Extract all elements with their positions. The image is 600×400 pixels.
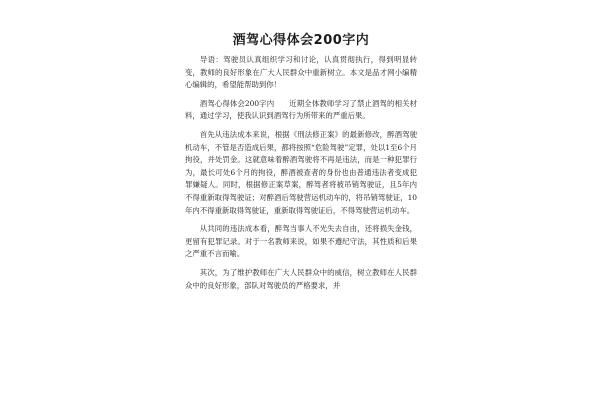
document-title: 酒驾心得体会200字内 — [232, 33, 370, 48]
legal-cost-paragraph: 首先从违法成本来说，根据《刑法修正案》的最新修改，醉酒驾驶机动车，不管是否造成后果，都将按照“危险驾驶”定罪，处以1至6个月拘役，并处罚金。这就意味着醉酒驾驶将不再是违法，而是一种犯罪行为，最长可处6个月的拘役，醉酒被查者的身份也由普通违法者变成犯罪嫌疑人。同时，根据修正案草案，醉驾者将被吊销驾驶证，且5年内不得重新取得驾驶证；对醉酒后驾驶营运机动车的，将吊销驾驶证，10年内不得重新取得驾驶证，重新取得驾驶证后，不得驾驶营运机动车。 — [185, 129, 417, 215]
intro-paragraph: 导语：驾驶员认真组织学习和讨论，认真贯彻执行，得到明显转变，教师的良好形象在广大人民群众中重新树立。本文是品才网小编精心编辑的，希望能帮助到你！ — [185, 55, 417, 90]
opening-paragraph: 酒驾心得体会200字内 近期全体教师学习了禁止酒驾的相关材料，通过学习，使我认识到酒驾行为所带来的严重后果。 — [185, 98, 417, 121]
document-body — [185, 32, 417, 298]
next-paragraph: 其次，为了维护教师在广大人民群众中的威信，树立教师在人民群众中的良好形象，部队对驾驶员的严格要求，并 — [185, 267, 417, 290]
common-cost-paragraph: 从共同的违法成本看，醉驾当事人不光失去自由，还将损失金钱，更留有犯罪记录。对于一名教师来说，如果不遵纪守法，其性质和后果之严重不言而喻。 — [185, 224, 417, 259]
